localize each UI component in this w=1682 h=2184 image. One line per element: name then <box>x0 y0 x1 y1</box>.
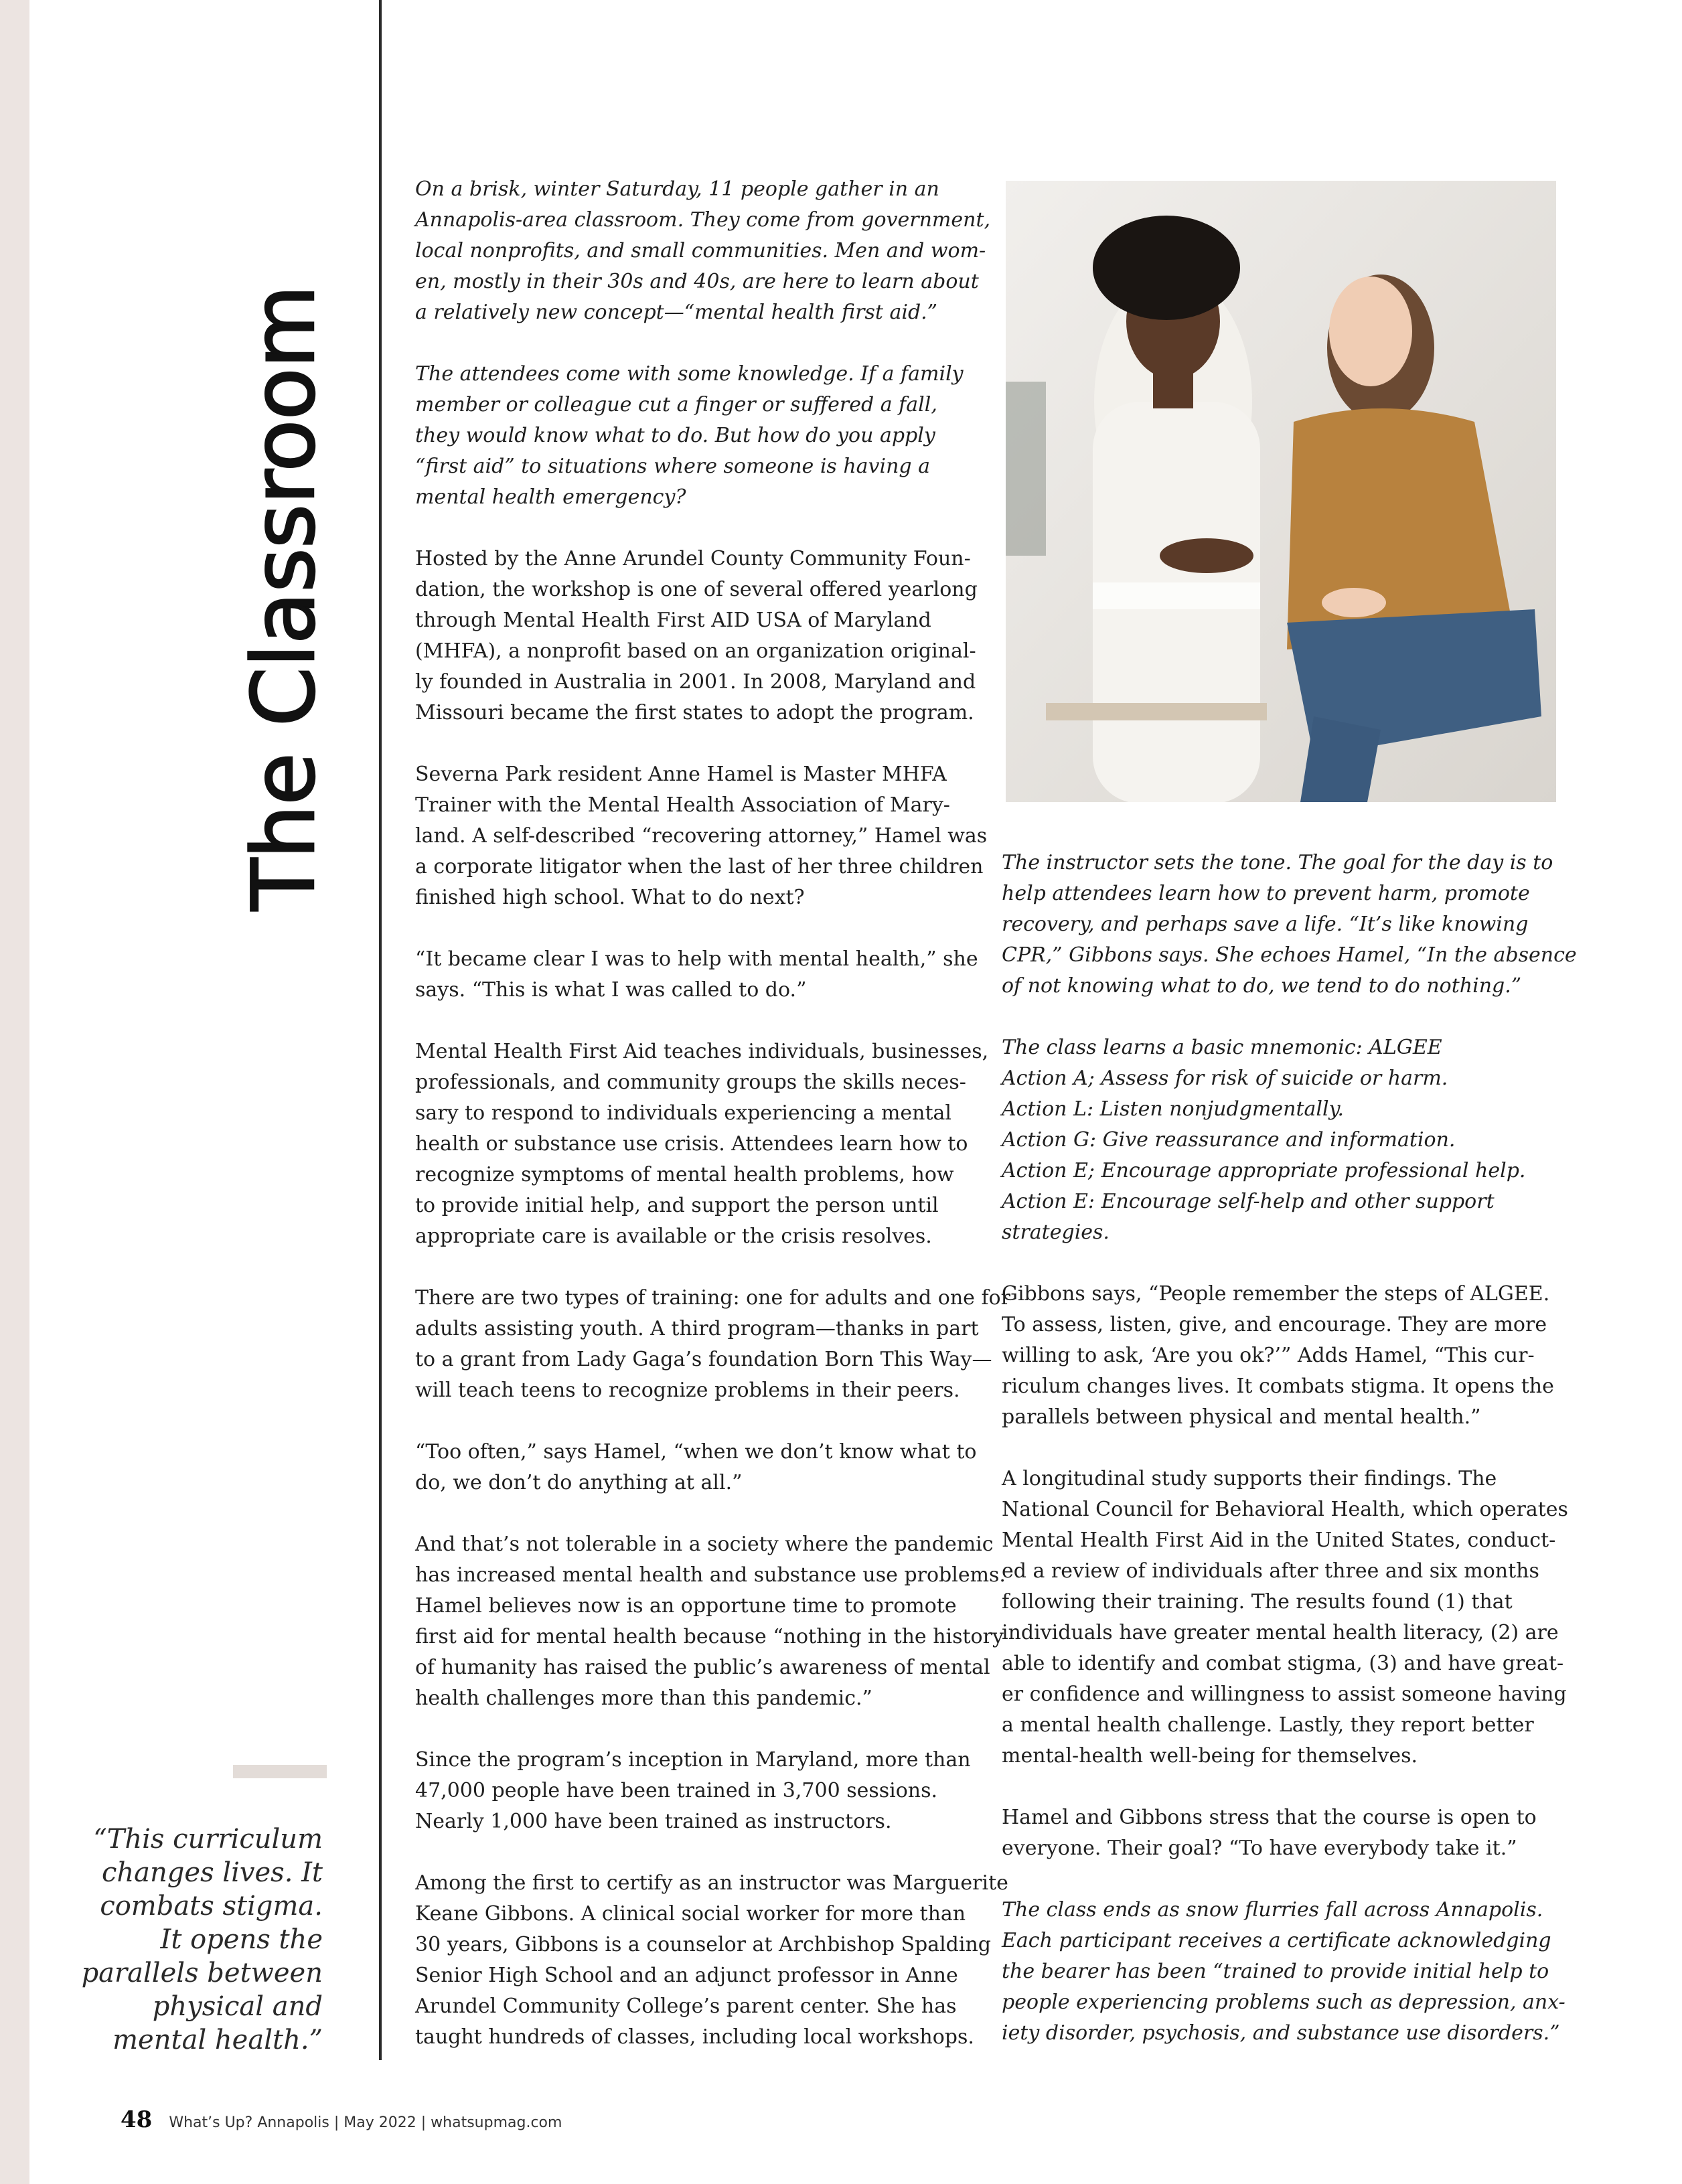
article-photo <box>1006 181 1556 802</box>
paragraph-line: parallels between physical and mental health.” <box>1002 1405 1481 1429</box>
paragraph-line: er confidence and willingness to assist someone having <box>1002 1683 1567 1706</box>
pull-quote-accent-bar <box>233 1765 327 1778</box>
article-paragraph <box>1002 1032 1564 1248</box>
paragraph-line: mental health emergency? <box>415 485 686 509</box>
paragraph-line: The class ends as snow flurries fall across Annapolis. <box>1002 1898 1543 1922</box>
article-paragraph <box>1002 1802 1564 1864</box>
paragraph-line: health or substance use crisis. Attendees learn how to <box>415 1132 968 1156</box>
pull-quote-line: mental health.” <box>112 2025 323 2055</box>
paragraph-line: “first aid” to situations where someone is having a <box>415 455 931 478</box>
paragraph-line: people experiencing problems such as depression, anx- <box>1002 1991 1565 2014</box>
paragraph-line: 47,000 people have been trained in 3,700 sessions. <box>415 1779 938 1802</box>
paragraph-line: 30 years, Gibbons is a counselor at Archbishop Spalding <box>415 1933 992 1956</box>
pull-quote-line: parallels between <box>81 1958 323 1988</box>
pull-quote-line: physical and <box>152 1991 323 2022</box>
paragraph-line: adults assisting youth. A third program—thanks in part <box>415 1317 979 1340</box>
paragraph-line: a relatively new concept—“mental health first aid.” <box>415 301 938 324</box>
paragraph-line: says. “This is what I was called to do.” <box>415 978 807 1002</box>
paragraph-line: help attendees learn how to prevent harm, promote <box>1002 882 1530 905</box>
article-right-column <box>1002 848 1577 2080</box>
publication-name: What’s Up? Annapolis <box>169 2114 329 2131</box>
paragraph-line: Among the first to certify as an instructor was Marguerite <box>415 1871 1008 1895</box>
paragraph-line: en, mostly in their 30s and 40s, are here to learn about <box>415 270 979 293</box>
issue-date: May 2022 <box>343 2114 416 2131</box>
paragraph-line: Hosted by the Anne Arundel County Community Foun- <box>415 547 971 570</box>
paragraph-line: The class learns a basic mnemonic: ALGEE <box>1002 1036 1442 1059</box>
paragraph-line: There are two types of training: one for adults and one for <box>415 1286 1010 1310</box>
paragraph-line: A longitudinal study supports their findings. The <box>1002 1467 1497 1490</box>
paragraph-line: Trainer with the Mental Health Association of Mary- <box>415 793 950 817</box>
paragraph-line: Hamel and Gibbons stress that the course is open to <box>1002 1806 1537 1829</box>
pull-quote-line: combats stigma. <box>100 1891 323 1922</box>
left-margin-band <box>0 0 29 2184</box>
paragraph-line: ed a review of individuals after three and six months <box>1002 1559 1539 1583</box>
article-paragraph <box>415 544 978 728</box>
paragraph-line: (MHFA), a nonprofit based on an organization original- <box>415 639 976 663</box>
paragraph-line: National Council for Behavioral Health, which operates <box>1002 1498 1568 1521</box>
paragraph-line: Since the program’s inception in Maryland, more than <box>415 1748 971 1772</box>
paragraph-line: they would know what to do. But how do you apply <box>415 424 935 447</box>
article-paragraph <box>415 1036 989 1252</box>
article-left-column <box>415 174 1010 2084</box>
paragraph-line: first aid for mental health because “nothing in the history <box>415 1625 1004 1648</box>
article-paragraph <box>415 1745 978 1837</box>
section-title <box>234 179 334 911</box>
paragraph-line: of not knowing what to do, we tend to do nothing.” <box>1002 974 1522 998</box>
paragraph-line: Action E; Encourage appropriate professional help. <box>1002 1159 1526 1182</box>
paragraph-line: the bearer has been “trained to provide initial help to <box>1002 1960 1549 1983</box>
paragraph-line: Senior High School and an adjunct professor in Anne <box>415 1964 958 1987</box>
paragraph-line: a mental health challenge. Lastly, they report better <box>1002 1713 1534 1737</box>
paragraph-line: And that’s not tolerable in a society where the pandemic <box>415 1533 994 1556</box>
paragraph-line: through Mental Health First AID USA of Maryland <box>415 609 931 632</box>
paragraph-line: To assess, listen, give, and encourage. They are more <box>1002 1313 1547 1336</box>
pull-quote-line: changes lives. It <box>102 1857 323 1888</box>
paragraph-line: appropriate care is available or the crisis resolves. <box>415 1225 932 1248</box>
paragraph-line: sary to respond to individuals experiencing a mental <box>415 1101 952 1125</box>
paragraph-line: a corporate litigator when the last of her three children <box>415 855 984 878</box>
paragraph-line: do, we don’t do anything at all.” <box>415 1471 743 1494</box>
footer-separator: | <box>420 2114 427 2131</box>
paragraph-line: of humanity has raised the public’s awareness of mental <box>415 1656 990 1679</box>
footer-separator: | <box>333 2114 339 2131</box>
paragraph-line: willing to ask, ‘Are you ok?’” Adds Hamel, “This cur- <box>1002 1344 1535 1367</box>
paragraph-line: finished high school. What to do next? <box>415 886 805 909</box>
paragraph-line: Each participant receives a certificate acknowledging <box>1002 1929 1551 1952</box>
paragraph-line: to provide initial help, and support the person until <box>415 1194 939 1217</box>
paragraph-line: “Too often,” says Hamel, “when we don’t know what to <box>415 1440 977 1464</box>
paragraph-line: Gibbons says, “People remember the steps of ALGEE. <box>1002 1282 1550 1306</box>
paragraph-line: following their training. The results found (1) that <box>1002 1590 1513 1614</box>
paragraph-line: Mental Health First Aid teaches individuals, businesses, <box>415 1040 989 1063</box>
article-paragraph <box>415 1283 1010 1406</box>
paragraph-line: Action E: Encourage self-help and other support <box>1002 1190 1495 1213</box>
paragraph-line: “It became clear I was to help with mental health,” she <box>415 947 978 971</box>
paragraph-line: individuals have greater mental health literacy, (2) are <box>1002 1621 1559 1644</box>
article-paragraph <box>1002 1895 1564 2049</box>
paragraph-line: Mental Health First Aid in the United States, conduct- <box>1002 1529 1556 1552</box>
article-paragraph <box>1002 1464 1568 1772</box>
paragraph-line: mental-health well-being for themselves. <box>1002 1744 1418 1768</box>
paragraph-line: Annapolis-area classroom. They come from government, <box>415 208 991 232</box>
pull-quote-line: It opens the <box>160 1924 323 1955</box>
paragraph-line: riculum changes lives. It combats stigma. It opens the <box>1002 1375 1554 1398</box>
paragraph-line: Nearly 1,000 have been trained as instructors. <box>415 1810 892 1833</box>
paragraph-line: will teach teens to recognize problems in their peers. <box>415 1379 960 1402</box>
paragraph-line: able to identify and combat stigma, (3) and have great- <box>1002 1652 1564 1675</box>
paragraph-line: CPR,” Gibbons says. She echoes Hamel, “In the absence <box>1002 943 1577 967</box>
vertical-divider-rule <box>379 0 382 2060</box>
article-paragraph <box>1002 1279 1564 1433</box>
paragraph-line: Action A; Assess for risk of suicide or harm. <box>1002 1067 1448 1090</box>
paragraph-line: taught hundreds of classes, including local workshops. <box>415 2025 974 2049</box>
article-paragraph <box>415 759 988 913</box>
section-title-text: The Classroom <box>234 285 334 911</box>
paragraph-line: Missouri became the first states to adopt the program. <box>415 701 974 724</box>
paragraph-line: Action G: Give reassurance and information. <box>1002 1128 1456 1152</box>
website-link[interactable]: whatsupmag.com <box>431 2114 562 2131</box>
paragraph-line: everyone. Their goal? “To have everybody take it.” <box>1002 1837 1517 1860</box>
paragraph-line: local nonprofits, and small communities. Men and wom- <box>415 239 986 262</box>
paragraph-line: has increased mental health and substance use problems. <box>415 1563 1006 1587</box>
paragraph-line: Keane Gibbons. A clinical social worker for more than <box>415 1902 966 1926</box>
pull-quote <box>80 1822 323 2057</box>
paragraph-line: health challenges more than this pandemic.” <box>415 1687 872 1710</box>
paragraph-line: ly founded in Australia in 2001. In 2008, Maryland and <box>415 670 976 694</box>
page-number: 48 <box>121 2106 153 2133</box>
page-footer <box>121 2106 562 2133</box>
article-paragraph <box>1002 848 1577 1002</box>
paragraph-line: Arundel Community College’s parent center. She has <box>415 1995 957 2018</box>
paragraph-line: The instructor sets the tone. The goal for the day is to <box>1002 851 1553 874</box>
photo-illustration <box>1006 181 1556 802</box>
article-paragraph <box>415 359 978 513</box>
paragraph-line: dation, the workshop is one of several offered yearlong <box>415 578 978 601</box>
pull-quote-line: “This curriculum <box>93 1824 323 1855</box>
article-paragraph <box>415 944 978 1006</box>
paragraph-line: iety disorder, psychosis, and substance use disorders.” <box>1002 2021 1560 2045</box>
paragraph-line: to a grant from Lady Gaga’s foundation Born This Way— <box>415 1348 992 1371</box>
paragraph-line: On a brisk, winter Saturday, 11 people gather in an <box>415 177 939 201</box>
article-paragraph <box>415 1529 1006 1714</box>
paragraph-line: land. A self-described “recovering attorney,” Hamel was <box>415 824 988 848</box>
paragraph-line: Action L: Listen nonjudgmentally. <box>1002 1097 1345 1121</box>
paragraph-line: The attendees come with some knowledge. If a family <box>415 362 964 386</box>
paragraph-line: member or colleague cut a finger or suffered a fall, <box>415 393 937 416</box>
article-paragraph <box>415 174 991 328</box>
paragraph-line: Hamel believes now is an opportune time to promote <box>415 1594 957 1618</box>
paragraph-line: professionals, and community groups the skills neces- <box>415 1071 966 1094</box>
paragraph-line: strategies. <box>1002 1221 1110 1244</box>
paragraph-line: recovery, and perhaps save a life. “It’s like knowing <box>1002 913 1529 936</box>
paragraph-line: Severna Park resident Anne Hamel is Master MHFA <box>415 763 947 786</box>
paragraph-line: recognize symptoms of mental health problems, how <box>415 1163 954 1186</box>
article-paragraph <box>415 1868 1008 2053</box>
article-paragraph <box>415 1437 978 1498</box>
